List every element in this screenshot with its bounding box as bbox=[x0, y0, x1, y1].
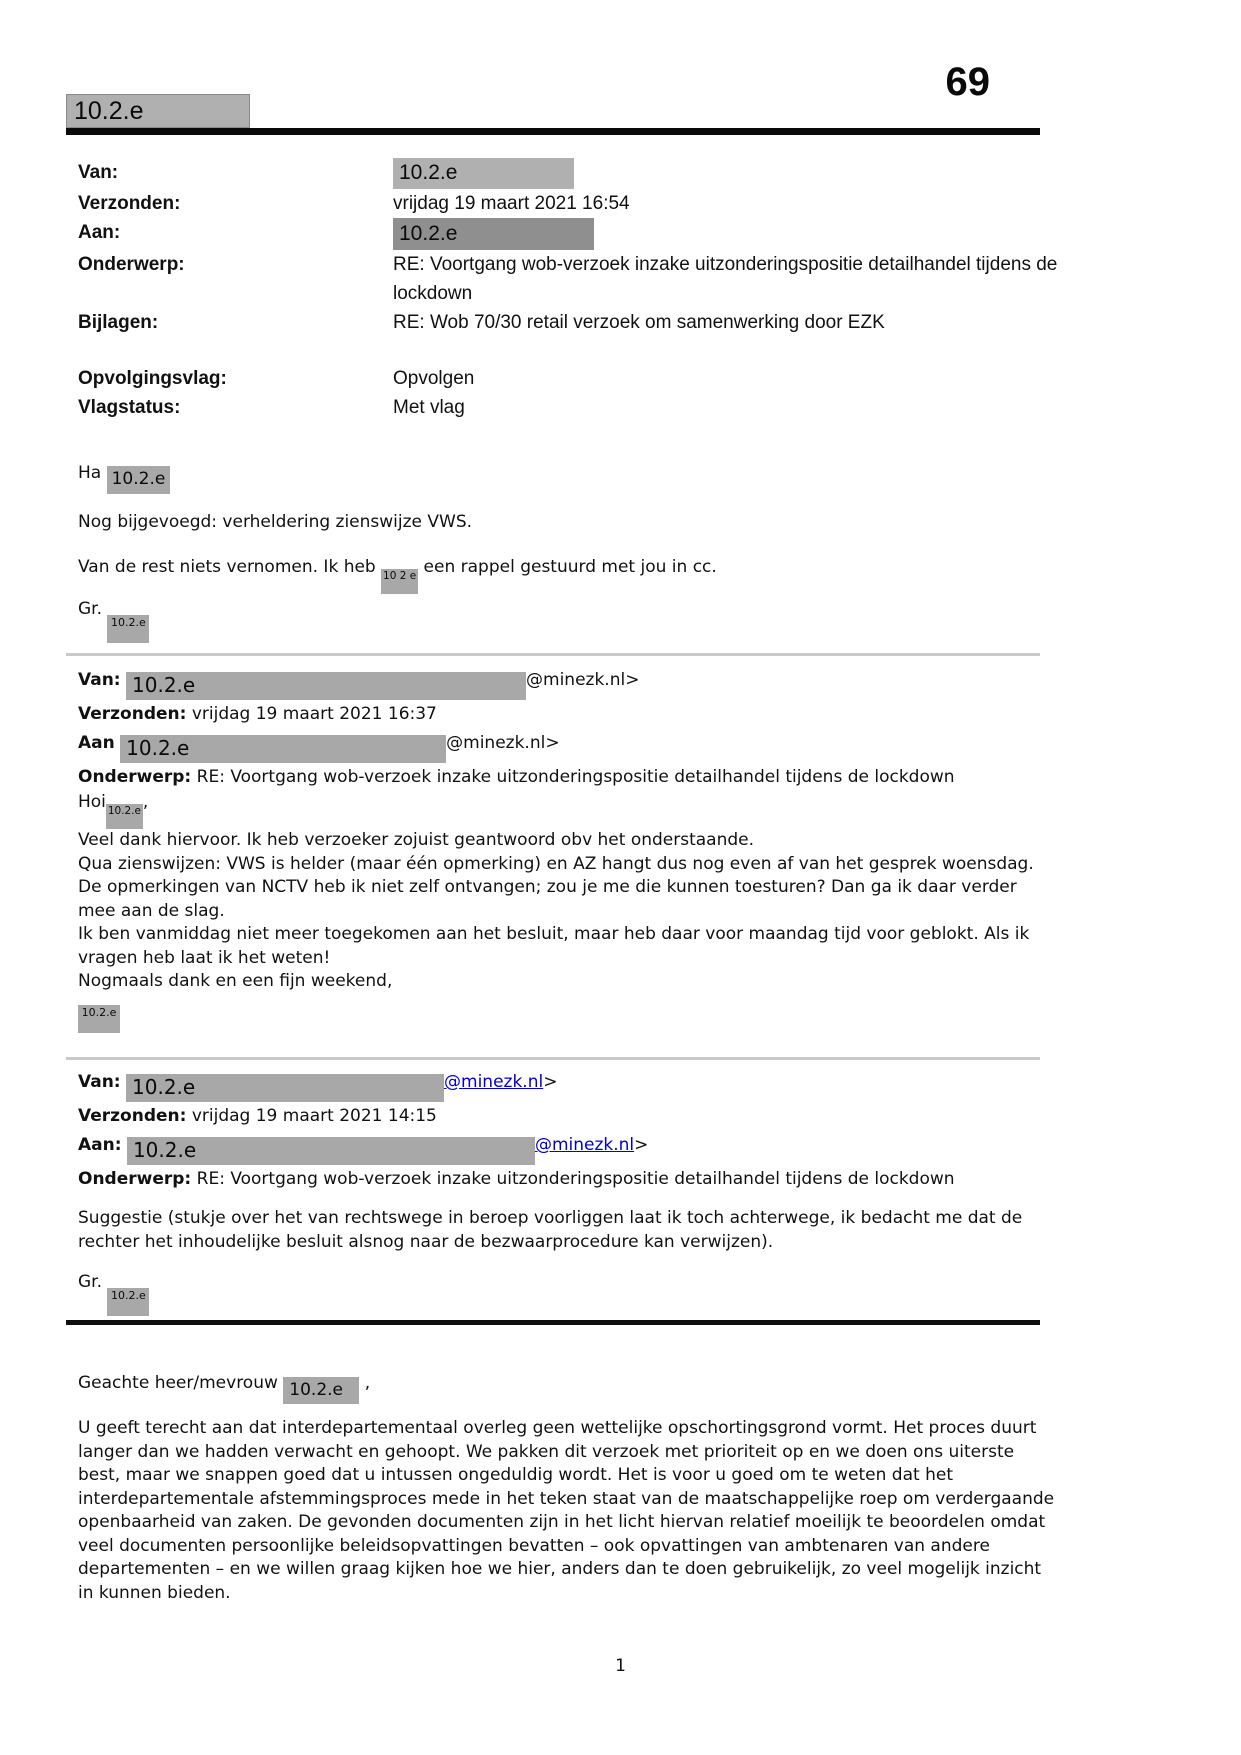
body-line: best, maar we snappen goed dat u intussen ongeduldig wordt. Het is voor u goed om te weten dat het bbox=[78, 1465, 953, 1485]
salutation-comma: , bbox=[364, 1373, 371, 1393]
letter-body bbox=[78, 1417, 1054, 1605]
redaction-box-aan: 10.2.e bbox=[120, 735, 446, 763]
email3-aan-row bbox=[78, 1131, 1128, 1165]
closing-text: Gr. bbox=[78, 599, 103, 619]
greeting-text: Ha bbox=[78, 463, 102, 483]
greeting-text: Hoi bbox=[78, 792, 106, 812]
redaction-box-signature: 10.2.e bbox=[107, 1288, 149, 1316]
aan-label: Aan bbox=[78, 733, 115, 753]
verzonden-value: vrijdag 19 maart 2021 16:37 bbox=[191, 704, 437, 724]
onderwerp-value: RE: Voortgang wob-verzoek inzake uitzonderingspositie detailhandel tijdens de lockdown bbox=[196, 767, 955, 787]
body-text: een rappel gestuurd met jou in cc. bbox=[423, 557, 717, 577]
email3-header bbox=[78, 1068, 1128, 1194]
onderwerp-label: Onderwerp: bbox=[78, 767, 192, 787]
redaction-box-aan: 10.2.e bbox=[393, 218, 594, 250]
verzonden-value: vrijdag 19 maart 2021 16:54 bbox=[393, 193, 630, 214]
redaction-box-name: 10.2.e bbox=[107, 466, 171, 494]
email2-aan-row bbox=[78, 729, 1128, 763]
onderwerp-label: Onderwerp: bbox=[78, 1169, 192, 1189]
redaction-box-signature: 10.2.e bbox=[107, 615, 149, 643]
quoted-email-divider bbox=[66, 1057, 1040, 1060]
redaction-box-name: 10.2.e bbox=[283, 1377, 359, 1404]
van-value bbox=[393, 158, 1058, 189]
email3-closing bbox=[78, 1271, 149, 1316]
header-rule bbox=[66, 128, 1040, 135]
body-line: rechter het inhoudelijke besluit alsnog naar de bezwaarprocedure kan verwijzen). bbox=[78, 1231, 774, 1252]
email3-onderwerp-row bbox=[78, 1165, 1128, 1194]
salutation-text: Geachte heer/mevrouw bbox=[78, 1373, 278, 1393]
quoted-email-divider bbox=[66, 653, 1040, 656]
email2-van-row bbox=[78, 666, 1128, 700]
email1-bijlagen-row bbox=[78, 308, 1058, 337]
body-line: Qua zienswijzen: VWS is helder (maar één opmerking) en AZ hangt dus nog even af van het gesprek woensdag. bbox=[78, 853, 1034, 874]
body-line: mee aan de slag. bbox=[78, 900, 225, 921]
redaction-box-inline: 10 2 e bbox=[381, 569, 418, 594]
email1-van-row bbox=[78, 158, 1058, 189]
redaction-box-van: 10.2.e bbox=[126, 1074, 444, 1102]
verzonden-label: Verzonden: bbox=[78, 1106, 187, 1126]
body-line: vragen heb laat ik het weten! bbox=[78, 947, 331, 968]
email3-verzonden-row bbox=[78, 1102, 1128, 1131]
body-line: Nogmaals dank en een fijn weekend, bbox=[78, 971, 393, 991]
van-bracket: > bbox=[543, 1072, 558, 1092]
body-line: in kunnen bieden. bbox=[78, 1582, 231, 1603]
email1-header bbox=[78, 158, 1058, 422]
body-line: veel documenten persoonlijke beleidsopvattingen bevatten – ook opvattingen van ambtenaren van andere bbox=[78, 1535, 990, 1556]
van-label: Van: bbox=[78, 162, 119, 183]
aan-label: Aan: bbox=[78, 1135, 122, 1155]
redaction-box-aan: 10.2.e bbox=[127, 1137, 535, 1165]
section-divider bbox=[66, 1320, 1040, 1325]
van-email-link[interactable]: @minezk.nl bbox=[444, 1072, 544, 1092]
body-line: langer dan we hadden verwacht en gehoopt. We pakken dit verzoek met prioriteit op en we doen ons uiterste bbox=[78, 1441, 1015, 1462]
page-footer-number: 1 bbox=[615, 1656, 626, 1676]
body-line: De opmerkingen van NCTV heb ik niet zelf ontvangen; zou je me die kunnen toesturen? Dan ga ik daar verder bbox=[78, 877, 1017, 897]
body-line: openbaarheid van zaken. De gevonden documenten zijn in het licht hiervan relatief moeilijk te beoordelen omdat bbox=[78, 1512, 1046, 1532]
bijlagen-value: RE: Wob 70/30 retail verzoek om samenwerking door EZK bbox=[393, 312, 885, 333]
email1-vlagstatus-row bbox=[78, 393, 1058, 422]
verzonden-label: Verzonden: bbox=[78, 193, 181, 214]
closing-text: Gr. bbox=[78, 1272, 103, 1292]
redaction-box-van: 10.2.e bbox=[126, 672, 526, 700]
aan-value bbox=[393, 218, 1058, 250]
onderwerp-label: Onderwerp: bbox=[78, 254, 185, 275]
verzonden-value: vrijdag 19 maart 2021 14:15 bbox=[191, 1106, 437, 1126]
email2-verzonden-row bbox=[78, 700, 1128, 729]
van-domain: @minezk.nl> bbox=[526, 670, 640, 690]
redaction-box-top-sender: 10.2.e bbox=[66, 94, 250, 128]
email1-body-line: Nog bijgevoegd: verheldering zienswijze VWS. bbox=[78, 512, 473, 532]
greeting-comma: , bbox=[142, 792, 149, 812]
redaction-box-van: 10.2.e bbox=[393, 158, 574, 189]
email3-body bbox=[78, 1207, 1022, 1254]
email1-onderwerp-row bbox=[78, 250, 1058, 308]
aan-domain: @minezk.nl> bbox=[446, 733, 560, 753]
van-label: Van: bbox=[78, 1072, 121, 1092]
aan-label: Aan: bbox=[78, 222, 121, 243]
aan-bracket: > bbox=[634, 1135, 649, 1155]
body-text: Van de rest niets vernomen. Ik heb bbox=[78, 557, 376, 577]
document-number: 69 bbox=[945, 60, 990, 104]
email2-onderwerp-row bbox=[78, 763, 1128, 792]
opvolgingsvlag-label: Opvolgingsvlag: bbox=[78, 368, 227, 389]
email1-verzonden-row bbox=[78, 189, 1058, 218]
letter-salutation bbox=[78, 1372, 370, 1404]
vlagstatus-value: Met vlag bbox=[393, 397, 465, 418]
email2-greeting bbox=[78, 791, 1034, 829]
email2-header bbox=[78, 666, 1128, 792]
body-line: Ik ben vanmiddag niet meer toegekomen aan het besluit, maar heb daar voor maandag tijd voor geblokt. Als ik bbox=[78, 924, 1030, 944]
body-line: U geeft terecht aan dat interdepartementaal overleg geen wettelijke opschortingsgrond vormt. Het proces duurt bbox=[78, 1418, 1037, 1438]
email1-aan-row bbox=[78, 218, 1058, 250]
body-line: Veel dank hiervoor. Ik heb verzoeker zojuist geantwoord obv het onderstaande. bbox=[78, 830, 755, 850]
body-line: Suggestie (stukje over het van rechtswege in beroep voorliggen laat ik toch achterwege, ik bedacht me dat de bbox=[78, 1208, 1023, 1228]
email2-body bbox=[78, 791, 1034, 1033]
redaction-box-name: 10.2.e bbox=[106, 804, 143, 829]
aan-email-link[interactable]: @minezk.nl bbox=[534, 1135, 635, 1155]
email1-body-line bbox=[78, 556, 717, 594]
email1-greeting bbox=[78, 462, 170, 494]
email1-opvolgingsvlag-row bbox=[78, 364, 1058, 393]
onderwerp-value: RE: Voortgang wob-verzoek inzake uitzonderingspositie detailhandel tijdens de lockdown bbox=[196, 1169, 955, 1189]
verzonden-label: Verzonden: bbox=[78, 704, 187, 724]
email2-signature bbox=[78, 994, 1034, 1033]
onderwerp-value: RE: Voortgang wob-verzoek inzake uitzonderingspositie detailhandel tijdens de lockdown bbox=[393, 254, 1058, 304]
bijlagen-label: Bijlagen: bbox=[78, 312, 159, 333]
van-label: Van: bbox=[78, 670, 121, 690]
email1-closing bbox=[78, 598, 149, 643]
body-line: departementen – en we willen graag kijken hoe we hier, anders dan te doen gebruikelijk, zo veel mogelijk inzicht bbox=[78, 1559, 1042, 1579]
redaction-box-signature: 10.2.e bbox=[78, 1005, 120, 1033]
email3-van-row bbox=[78, 1068, 1128, 1102]
body-line: interdepartementale afstemmingsproces mede in het teken staat van de maatschappelijke roep om verdergaande bbox=[78, 1488, 1055, 1509]
vlagstatus-label: Vlagstatus: bbox=[78, 397, 181, 418]
opvolgingsvlag-value: Opvolgen bbox=[393, 368, 475, 389]
